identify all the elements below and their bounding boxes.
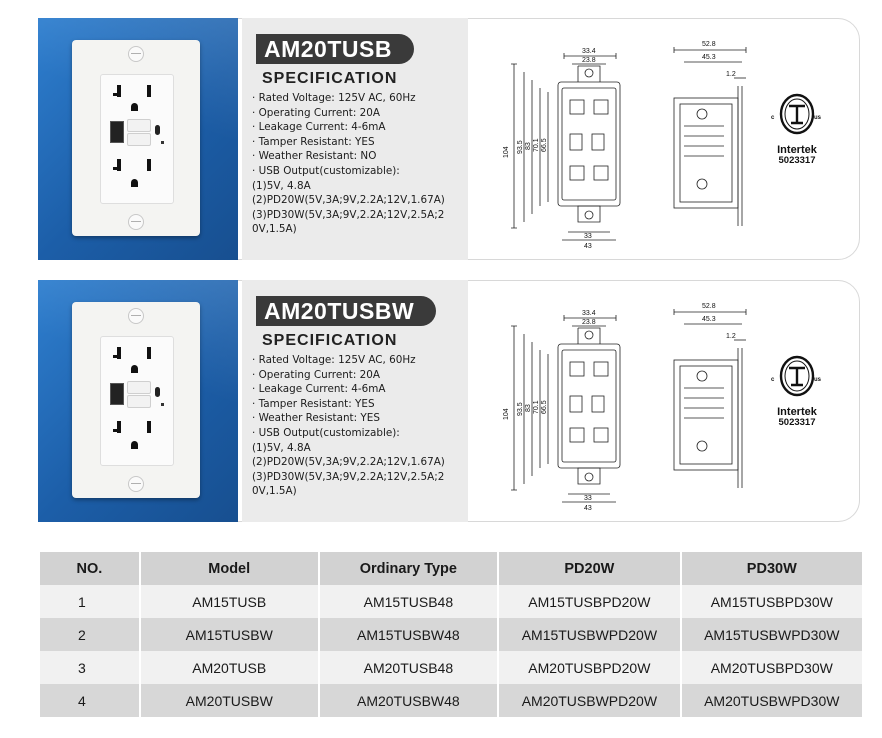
dimension-label: 66.5 bbox=[541, 138, 548, 152]
header-no: NO. bbox=[40, 552, 140, 585]
screw-icon bbox=[128, 46, 144, 62]
cell-pd30w: AM15TUSBPD30W bbox=[681, 585, 862, 618]
cell-ordinary: AM15TUSB48 bbox=[319, 585, 499, 618]
table-row bbox=[40, 651, 862, 684]
cell-ordinary: AM20TUSB48 bbox=[319, 651, 499, 684]
certification bbox=[764, 354, 830, 428]
dimension-label: 93.5 bbox=[517, 140, 524, 154]
dimension-label: 52.8 bbox=[702, 41, 716, 48]
spec-line: 0V,1.5A) bbox=[252, 485, 297, 498]
spec-line: · Weather Resistant: YES bbox=[252, 412, 380, 425]
wall-plate bbox=[72, 40, 200, 236]
cell-model: AM20TUSBW bbox=[140, 684, 319, 717]
model-title: AM20TUSB bbox=[256, 34, 414, 64]
header-pd30w: PD30W bbox=[681, 552, 862, 585]
etl-mark-icon bbox=[769, 92, 825, 136]
cell-no: 1 bbox=[40, 585, 140, 618]
dimension-label: 52.8 bbox=[702, 303, 716, 310]
certification bbox=[764, 92, 830, 166]
cell-model: AM20TUSB bbox=[140, 651, 319, 684]
cert-number: 5023317 bbox=[778, 155, 816, 166]
table-row bbox=[40, 618, 862, 651]
cell-ordinary: AM15TUSBW48 bbox=[319, 618, 499, 651]
table-row bbox=[40, 684, 862, 717]
spec-heading: SPECIFICATION bbox=[262, 332, 398, 349]
spec-line: · Leakage Current: 4-6mA bbox=[252, 121, 386, 134]
usb-c-port-icon bbox=[155, 125, 160, 135]
dimension-label: 23.8 bbox=[582, 57, 596, 64]
spec-line: (1)5V, 4.8A bbox=[252, 179, 311, 192]
reset-button bbox=[127, 133, 151, 146]
spec-line: · Rated Voltage: 125V AC, 60Hz bbox=[252, 92, 416, 104]
cell-pd20w: AM20TUSBPD20W bbox=[498, 651, 680, 684]
cell-pd20w: AM15TUSBPD20W bbox=[498, 585, 680, 618]
cell-model: AM15TUSB bbox=[140, 585, 319, 618]
cert-name: Intertek bbox=[777, 406, 817, 418]
screw-icon bbox=[128, 214, 144, 230]
dimension-label: 33.4 bbox=[582, 310, 596, 317]
spec-line: · USB Output(customizable): bbox=[252, 426, 400, 439]
cert-name: Intertek bbox=[777, 144, 817, 156]
dimension-label: 43 bbox=[584, 505, 592, 512]
svg-text:c: c bbox=[771, 377, 775, 383]
cell-no: 4 bbox=[40, 684, 140, 717]
spec-line: 0V,1.5A) bbox=[252, 223, 297, 236]
usb-c-port-icon bbox=[155, 387, 160, 397]
reset-button bbox=[127, 395, 151, 408]
dimension-label: 33 bbox=[584, 233, 592, 240]
dimension-label: 45.3 bbox=[702, 316, 716, 323]
spec-line: · Tamper Resistant: YES bbox=[252, 135, 375, 148]
spec-line: (2)PD20W(5V,3A;9V,2.2A;12V,1.67A) bbox=[252, 456, 445, 469]
cell-pd30w: AM15TUSBWPD30W bbox=[681, 618, 862, 651]
cell-pd30w: AM20TUSBPD30W bbox=[681, 651, 862, 684]
test-button bbox=[127, 119, 151, 132]
spec-line: (3)PD30W(5V,3A;9V,2.2A;12V,2.5A;2 bbox=[252, 470, 445, 483]
dimension-label: 23.8 bbox=[582, 319, 596, 326]
screw-icon bbox=[128, 476, 144, 492]
receptacle bbox=[100, 74, 174, 204]
wall-plate bbox=[72, 302, 200, 498]
product-photo bbox=[38, 18, 238, 260]
cell-ordinary: AM20TUSBW48 bbox=[319, 684, 499, 717]
model-table bbox=[40, 552, 862, 717]
screw-icon bbox=[128, 308, 144, 324]
dimension-label: 83 bbox=[525, 404, 532, 412]
header-pd20w: PD20W bbox=[498, 552, 680, 585]
cell-pd20w: AM15TUSBWPD20W bbox=[498, 618, 680, 651]
header-ordinary-type: Ordinary Type bbox=[319, 552, 499, 585]
dimension-label: 33.4 bbox=[582, 48, 596, 55]
cell-no: 2 bbox=[40, 618, 140, 651]
dimension-label: 83 bbox=[525, 142, 532, 150]
dimension-label: 104 bbox=[503, 146, 510, 158]
dimension-label: 93.5 bbox=[517, 402, 524, 416]
spec-list bbox=[252, 353, 445, 499]
dimension-label: 104 bbox=[503, 408, 510, 420]
cert-number: 5023317 bbox=[778, 417, 816, 428]
dimension-label: 43 bbox=[584, 243, 592, 250]
spec-line: · Rated Voltage: 125V AC, 60Hz bbox=[252, 354, 416, 366]
spec-line: · Weather Resistant: NO bbox=[252, 150, 377, 163]
dimension-label: 70.1 bbox=[533, 138, 540, 152]
cell-pd30w: AM20TUSBWPD30W bbox=[681, 684, 862, 717]
table-header-row bbox=[40, 552, 862, 585]
spec-list bbox=[252, 91, 445, 237]
usb-a-port-icon bbox=[110, 383, 124, 405]
cell-model: AM15TUSBW bbox=[140, 618, 319, 651]
dimension-drawing bbox=[474, 26, 754, 256]
dimension-label: 33 bbox=[584, 495, 592, 502]
spec-line: · Operating Current: 20A bbox=[252, 368, 381, 381]
table-row bbox=[40, 585, 862, 618]
etl-mark-icon bbox=[769, 354, 825, 398]
dimension-label: 1.2 bbox=[726, 333, 736, 340]
receptacle bbox=[100, 336, 174, 466]
svg-text:c: c bbox=[771, 115, 775, 121]
spec-line: · Tamper Resistant: YES bbox=[252, 397, 375, 410]
header-model: Model bbox=[140, 552, 319, 585]
spec-line: (3)PD30W(5V,3A;9V,2.2A;12V,2.5A;2 bbox=[252, 208, 445, 221]
test-button bbox=[127, 381, 151, 394]
product-card-am20tusbw bbox=[38, 280, 860, 522]
cell-no: 3 bbox=[40, 651, 140, 684]
dimension-label: 70.1 bbox=[533, 400, 540, 414]
usb-a-port-icon bbox=[110, 121, 124, 143]
spec-line: · Operating Current: 20A bbox=[252, 106, 381, 119]
product-photo bbox=[38, 280, 238, 522]
svg-text:us: us bbox=[814, 377, 822, 383]
spec-heading: SPECIFICATION bbox=[262, 70, 398, 87]
spec-line: (1)5V, 4.8A bbox=[252, 441, 311, 454]
spec-line: (2)PD20W(5V,3A;9V,2.2A;12V,1.67A) bbox=[252, 194, 445, 207]
cell-pd20w: AM20TUSBWPD20W bbox=[498, 684, 680, 717]
spec-line: · USB Output(customizable): bbox=[252, 164, 400, 177]
dimension-label: 1.2 bbox=[726, 71, 736, 78]
product-card-am20tusb bbox=[38, 18, 860, 260]
model-title: AM20TUSBW bbox=[256, 296, 436, 326]
dimension-label: 45.3 bbox=[702, 54, 716, 61]
dimension-drawing bbox=[474, 288, 754, 518]
dimension-label: 66.5 bbox=[541, 400, 548, 414]
svg-text:us: us bbox=[814, 115, 822, 121]
spec-line: · Leakage Current: 4-6mA bbox=[252, 383, 386, 396]
